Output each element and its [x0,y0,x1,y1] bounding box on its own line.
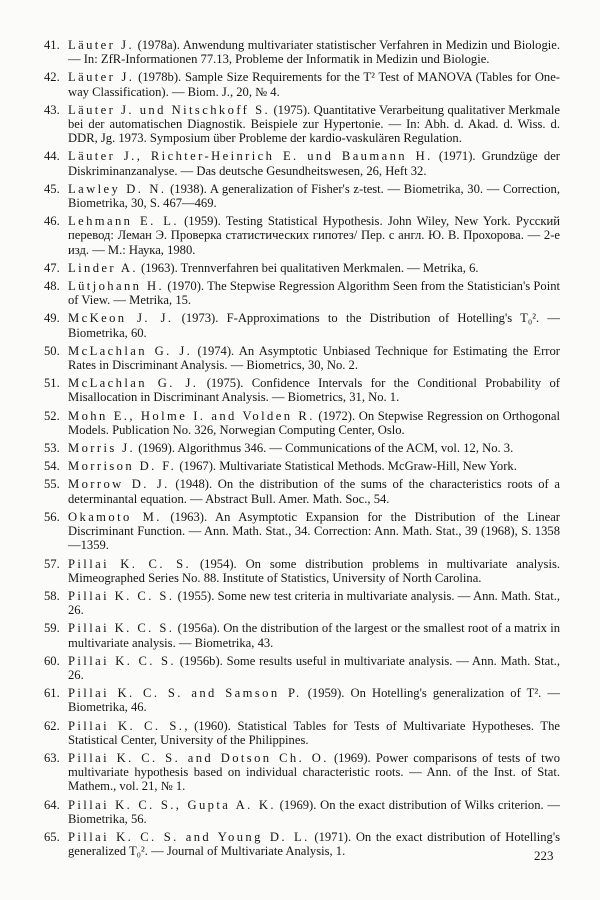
reference-59: 59. Pillai K. C. S. (1956a). On the distribution of the largest or the smallest root of a matrix in multivariate analysis. — Biometrika, 43. [44,621,561,650]
reference-54: 54. Morrison D. F. (1967). Multivariate Statistical Methods. McGraw-Hill, New York. [44,459,517,474]
reference-42: 42. Läuter J. (1978b). Sample Size Requirements for the T² Test of MANOVA (Tables for One-way Classification). — Biom. J., 20, № 4. [44,70,560,99]
reference-47: 47. Linder A. (1963). Trennverfahren bei qualitativen Merkmalen. — Metrika, 6. [44,260,479,275]
reference-63: 63. Pillai K. C. S. and Dotson Ch. O. (1969). Power comparisons of tests of two multivariate hypothesis based on individual characteristic roots. — Ann. of the Inst. of Stat. Mathem., vol. 21, № 1. [44,750,560,794]
reference-46: 46. Lehmann E. L. (1959). Testing Statistical Hypothesis. John Wiley, New York. Русский перевод: Леман Э. Проверка статистических гипотез/ Пер. с англ. Ю. В. Прохорова. — 2-е изд. — М.: Наука, 1980. [44,214,560,257]
reference-51: 51. McLachlan G. J. (1975). Confidence Intervals for the Conditional Probability of Misallocation in Discriminant Analysis. — Biometrics, 31, No. 1. [44,376,560,405]
reference-56: 56. Okamoto M. (1963). An Asymptotic Expansion for the Distribution of the Linear Discriminant Function. — Ann. Math. Stat., 34. Correction: Ann. Math. Stat., 39 (1968), S. 1358—1359. [44,509,560,553]
reference-64: 64. Pillai K. C. S., Gupta A. K. (1969). On the exact distribution of Wilks criterion. — Biometrika, 56. [44,797,561,826]
reference-48: 48. Lütjohann H. (1970). The Stepwise Regression Algorithm Seen from the Statistician's Point of View. — Metrika, 15. [44,279,560,308]
reference-61: 61. Pillai K. C. S. and Samson P. (1959). On Hotelling's generalization of T². — Biometrika, 46. [44,686,560,715]
reference-58: 58. Pillai K. C. S. (1955). Some new test criteria in multivariate analysis. — Ann. Math. Stat., 26. [44,588,560,618]
reference-49: 49. McKeon J. J. (1973). F-Approximations to the Distribution of Hotelling's T₀². — Biometrika, 60. [44,311,560,340]
reference-44: 44. Läuter J., Richter-Heinrich E. und Baumann H. (1971). Grundzüge der Diskriminanzanalyse. — Das deutsche Gesundheitswesen, 26, Heft 32. [44,149,561,178]
reference-60: 60. Pillai K. C. S. (1956b). Some results useful in multivariate analysis. — Ann. Math. Stat., 26. [44,653,561,682]
reference-50: 50. McLachlan G. J. (1974). An Asymptotic Unbiased Technique for Estimating the Error Rates in Discriminant Analysis. — Biometrics, 30, No. 2. [44,343,560,373]
reference-57: 57. Pillai K. C. S. (1954). On some distribution problems in multivariate analysis. Mimeographed Series No. 88. Institute of Statistics, University of North Carolina. [44,556,561,585]
reference-65: 65. Pillai K. C. S. and Young D. L. (1971). On the exact distribution of Hotelling's generalized T₀². — Journal of Multivariate Analysis, 1. [44,829,560,859]
page-number: 223 [534,848,554,863]
reference-41: 41. Läuter J. (1978a). Anwendung multivariater statistischer Verfahren in Medizin und Biologie. — In: ZfR-Informationen 77.13, Probleme der Informatik in Medizin und Biologie. [44,38,561,67]
reference-43: 43. Läuter J. und Nitschkoff S. (1975). Quantitative Verarbeitung qualitativer Merkmale bei der automatischen Diagnostik. Beispiele zur Hypertonie. — In: Abh. d. Akad. d. Wiss. d. DDR, Jg. 1973. Symposium über Probleme der kardio-vaskulären Regulation. [44,102,560,146]
reference-55: 55. Morrow D. J. (1948). On the distribution of the sums of the characteristics roots of a determinantal equation. — Abstract Bull. Amer. Math. Soc., 54. [44,477,560,506]
reference-52: 52. Mohn E., Holme I. and Volden R. (1972). On Stepwise Regression on Orthogonal Models. Publication No. 326, Norwegian Computing Center, Oslo. [44,408,560,437]
reference-53: 53. Morris J. (1969). Algorithmus 346. — Communications of the ACM, vol. 12, No. 3. [44,441,514,456]
reference-list [44,38,560,858]
reference-62: 62. Pillai K. C. S., (1960). Statistical Tables for Tests of Multivariate Hypotheses. The Statistical Center, University of the Philippines. [44,718,560,747]
reference-45: 45. Lawley D. N. (1938). A generalization of Fisher's z-test. — Biometrika, 30. — Correction, Biometrika, 30, S. 467—469. [44,181,560,211]
